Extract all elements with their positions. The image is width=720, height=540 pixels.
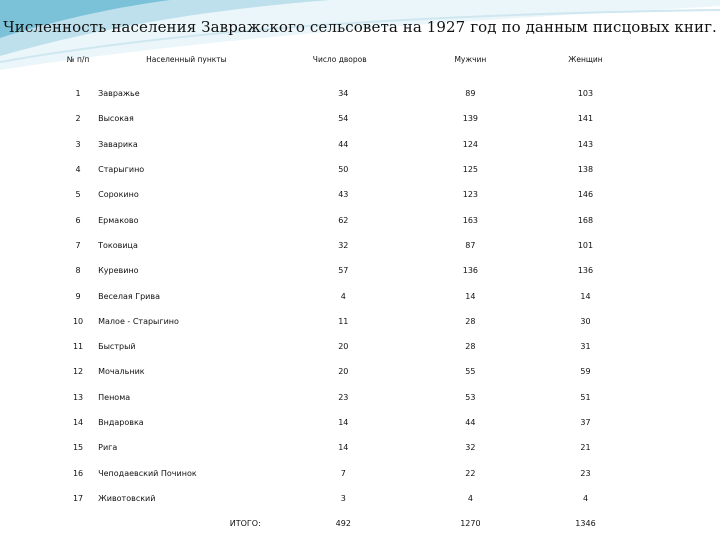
row-yards: 62 [338, 215, 349, 225]
header-men: Мужчин [454, 55, 487, 64]
row-yards: 44 [338, 139, 349, 149]
table-row [62, 385, 642, 410]
row-name: Высокая [98, 114, 134, 124]
header-women: Женщин [568, 55, 603, 64]
row-name: Веселая Грива [98, 291, 160, 301]
table-row [62, 207, 642, 232]
row-yards: 32 [338, 240, 349, 250]
row-women: 146 [577, 190, 594, 200]
row-women: 21 [580, 443, 591, 453]
row-men: 32 [465, 443, 476, 453]
row-yards: 20 [338, 342, 349, 352]
row-num: 13 [72, 392, 84, 402]
row-yards: 50 [338, 165, 349, 175]
row-men: 139 [462, 114, 479, 124]
row-men: 4 [467, 493, 473, 503]
table-header-row [62, 52, 642, 81]
row-yards: 23 [338, 392, 349, 402]
row-yards: 54 [338, 114, 349, 124]
table-row [62, 132, 642, 157]
row-men: 55 [465, 367, 476, 377]
header-name: Населенный пункты [146, 55, 227, 64]
row-name: Завражье [98, 89, 140, 99]
table-row [62, 258, 642, 283]
total-label: ИТОГО: [229, 519, 261, 529]
row-yards: 34 [338, 89, 349, 99]
row-women: 136 [577, 266, 594, 276]
row-name: Ермаково [98, 215, 139, 225]
total-men: 1270 [460, 519, 481, 529]
row-name: Чеподаевский Починок [98, 468, 197, 478]
row-name: Токовица [98, 240, 138, 250]
row-women: 103 [577, 89, 594, 99]
row-women: 14 [580, 291, 591, 301]
row-men: 28 [465, 316, 476, 326]
row-men: 14 [465, 291, 476, 301]
header-yards: Число дворов [312, 55, 367, 64]
row-men: 163 [462, 215, 479, 225]
row-yards: 7 [340, 468, 346, 478]
header-num: № п/п [66, 55, 90, 64]
row-men: 89 [465, 89, 476, 99]
row-num: 10 [72, 316, 84, 326]
row-yards: 20 [338, 367, 349, 377]
table-row [62, 233, 642, 258]
row-yards: 14 [338, 443, 349, 453]
row-yards: 57 [338, 266, 349, 276]
row-women: 101 [577, 240, 594, 250]
row-women: 51 [580, 392, 591, 402]
table-row [62, 460, 642, 485]
row-num: 6 [75, 215, 81, 225]
total-blank-cell [62, 511, 94, 536]
row-num: 8 [75, 266, 81, 276]
total-yards: 492 [335, 519, 351, 529]
row-name: Вндаровка [98, 418, 144, 427]
table-row [62, 283, 642, 308]
row-men: 123 [462, 190, 479, 200]
row-name: Старыгино [98, 165, 145, 175]
row-num: 12 [72, 367, 84, 377]
total-row [62, 511, 642, 536]
row-women: 59 [580, 367, 591, 377]
row-num: 15 [72, 443, 84, 453]
row-name: Куревино [98, 266, 139, 276]
row-men: 136 [462, 266, 479, 276]
row-yards: 4 [340, 291, 346, 301]
row-yards: 43 [338, 190, 349, 200]
population-table-container [62, 52, 642, 536]
row-women: 143 [577, 139, 594, 149]
row-men: 22 [465, 468, 476, 478]
row-name: Сорокино [98, 190, 139, 200]
row-num: 2 [75, 114, 81, 124]
row-num: 9 [75, 291, 81, 301]
row-num: 3 [75, 139, 81, 149]
row-men: 53 [465, 392, 476, 402]
row-women: 138 [577, 165, 594, 175]
table-row [62, 106, 642, 131]
row-women: 23 [580, 468, 591, 478]
page-title: Численность населения Завражского сельсовета на 1927 год по данным писцовых книг. [3, 18, 717, 36]
row-name: Пенома [98, 392, 131, 402]
row-name: Животовский [98, 493, 156, 503]
row-yards: 11 [338, 316, 349, 326]
table-row [62, 81, 642, 106]
row-num: 4 [75, 165, 81, 175]
row-women: 37 [580, 418, 591, 427]
population-table [62, 52, 642, 536]
row-women: 30 [580, 316, 591, 326]
row-women: 31 [580, 342, 591, 352]
row-name: Быстрый [98, 342, 136, 352]
row-num: 16 [72, 468, 84, 478]
row-num: 17 [72, 493, 84, 503]
row-women: 168 [577, 215, 594, 225]
row-men: 28 [465, 342, 476, 352]
row-yards: 14 [338, 418, 349, 427]
row-yards: 3 [340, 493, 346, 503]
table-row [62, 182, 642, 207]
row-women: 4 [582, 493, 589, 503]
row-num: 11 [72, 342, 84, 352]
total-women: 1346 [575, 519, 596, 529]
table-body [62, 81, 642, 536]
table-row [62, 309, 642, 334]
row-name: Малое - Старыгино [98, 316, 179, 326]
row-men: 87 [465, 240, 476, 250]
row-num: 7 [75, 240, 81, 250]
table-row [62, 486, 642, 511]
row-women: 141 [577, 114, 594, 124]
row-num: 1 [75, 89, 81, 99]
table-row [62, 157, 642, 182]
table-row [62, 410, 642, 435]
table-row [62, 435, 642, 460]
row-name: Рига [98, 443, 118, 453]
row-men: 125 [462, 165, 479, 175]
row-num: 5 [75, 190, 81, 200]
row-name: Мочальник [98, 367, 145, 377]
row-name: Заварика [98, 139, 138, 149]
row-men: 44 [465, 418, 476, 427]
row-men: 124 [462, 139, 479, 149]
row-num: 14 [72, 418, 84, 427]
table-row [62, 334, 642, 359]
table-row [62, 359, 642, 384]
